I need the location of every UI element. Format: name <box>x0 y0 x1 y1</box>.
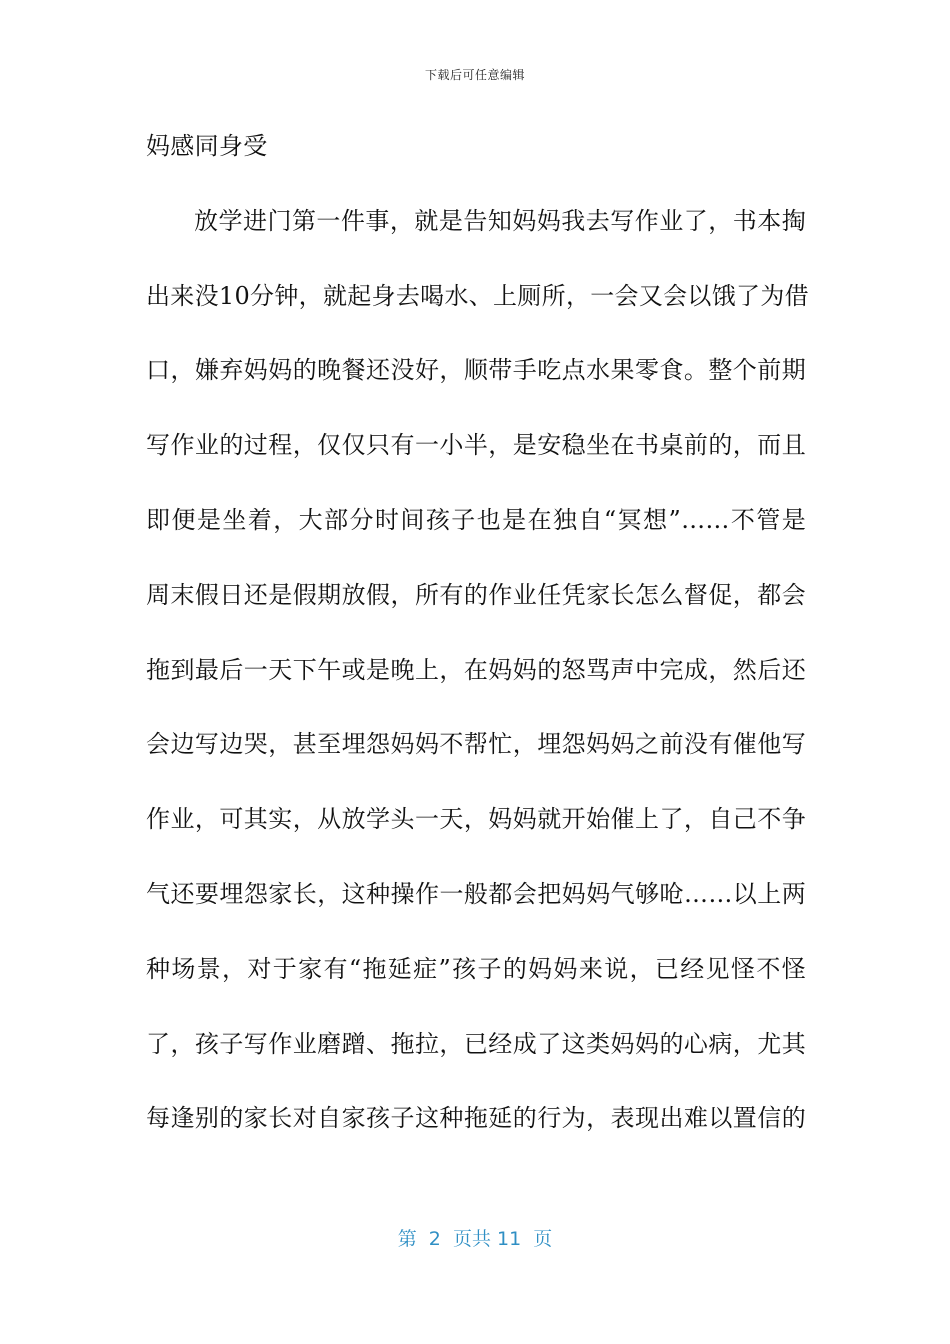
text-line: 放学进门第一件事，就是告知妈妈我去写作业了，书本掏 <box>194 206 806 235</box>
text-line: 写作业的过程，仅仅只有一小半，是安稳坐在书桌前的，而且 <box>146 431 806 460</box>
page-number: 第 2 页共 11 页 <box>397 1228 553 1250</box>
text-line: 妈感同身受 <box>146 132 268 160</box>
text-line: 种场景，对于家有“拖延症”孩子的妈妈来说，已经见怪不怪 <box>146 954 806 983</box>
page-header: 下载后可任意编辑 <box>424 68 525 82</box>
text-line: 拖到最后一天下午或是晚上，在妈妈的怒骂声中完成，然后还 <box>146 655 806 684</box>
text-line: 即便是坐着，大部分时间孩子也是在独自“冥想”……不管是 <box>146 505 806 534</box>
document-body <box>146 126 809 1173</box>
text-line: 了，孩子写作业磨蹭、拖拉，已经成了这类妈妈的心病，尤其 <box>146 1029 806 1058</box>
text-line: 作业，可其实，从放学头一天，妈妈就开始催上了，自己不争 <box>146 805 806 834</box>
text-line: 气还要埋怨家长，这种操作一般都会把妈妈气够呛……以上两 <box>146 879 806 908</box>
text-line: 会边写边哭，甚至埋怨妈妈不帮忙，埋怨妈妈之前没有催他写 <box>146 730 806 759</box>
text-line: 口，嫌弃妈妈的晚餐还没好，顺带手吃点水果零食。整个前期 <box>146 356 806 385</box>
text-line: 周末假日还是假期放假，所有的作业任凭家长怎么督促，都会 <box>146 580 806 609</box>
text-line: 出来没10分钟，就起身去喝水、上厕所，一会又会以饿了为借 <box>146 281 809 310</box>
text-line: 每逢别的家长对自家孩子这种拖延的行为，表现出难以置信的 <box>146 1104 806 1133</box>
